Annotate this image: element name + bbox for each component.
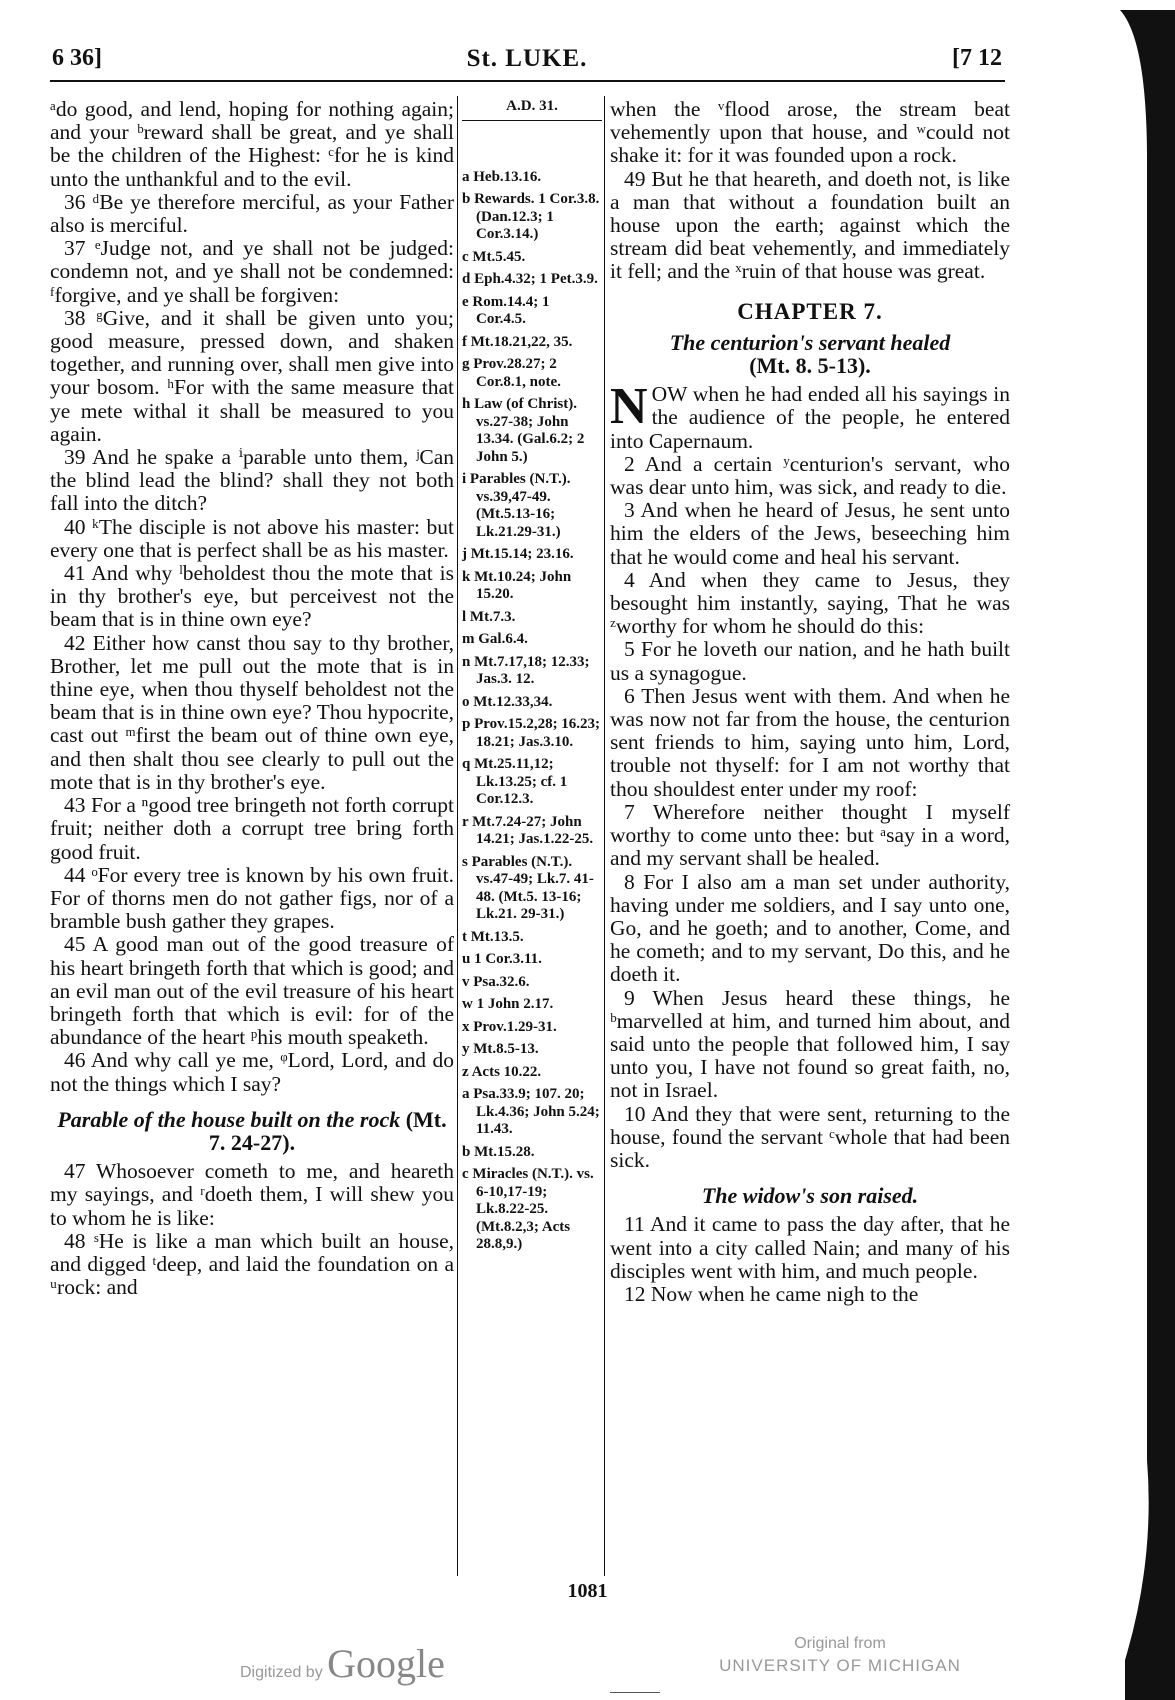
cross-reference-note: a Psa.33.9; 107. 20; Lk.4.36; John 5.24; 11.43. (462, 1086, 600, 1137)
cross-reference-note: p Prov.15.2,28; 16.23; 18.21; Jas.3.10. (462, 716, 601, 750)
cross-reference-note: g Prov.28.27; 2 Cor.8.1, note. (462, 356, 561, 390)
book-spine-shadow (1065, 0, 1175, 1700)
verse-paragraph: 48 ˢHe is like a man which built an house, and digged ᵗdeep, and laid the foundation on a ᵘrock: and (50, 1228, 454, 1300)
verse-paragraph: 10 And they that were sent, returning to the house, found the servant ᶜwhole that had been sick. (610, 1101, 1010, 1172)
verse-paragraph: 36 ᵈBe ye therefore merciful, as your Father also is merciful. (50, 189, 454, 238)
digitized-by-watermark (240, 1640, 445, 1687)
cross-reference-note: c Mt.5.45. (462, 248, 526, 265)
cross-reference-note: a Heb.13.16. (462, 168, 542, 185)
cross-reference-note: b Mt.15.28. (462, 1143, 535, 1160)
cross-reference-note: r Mt.7.24-27; John 14.21; Jas.1.22-25. (462, 813, 594, 847)
verse-paragraph: 38 ᵍGive, and it shall be given unto you; good measure, pressed down, and shaken together, and running over, shall men give into your bosom. ʰFor with the same measure that ye mete withal it shall be measured to you again. (50, 305, 454, 446)
cross-reference-note: i Parables (N.T.). vs.39,47-49. (Mt.5.13-16; Lk.21.29-31.) (462, 471, 571, 540)
cross-reference-note: h Law (of Christ). vs.27-38; John 13.34. (Gal.6.2; 2 John 5.) (462, 396, 585, 465)
section-heading-title: The centurion's servant healed (669, 329, 951, 355)
verse-paragraph: 4 And when they came to Jesus, they besought him instantly, saying, That he was ᶻworthy for whom he should do this: (610, 567, 1010, 639)
date-marker: A.D. 31. (462, 98, 602, 121)
cross-reference-column (462, 98, 602, 1259)
header-book-title: St. LUKE. (466, 45, 588, 72)
column-divider-right (604, 96, 605, 1576)
verse-paragraph: 41 And why ˡbeholdest thou the mote that is in thy brother's eye, but perceivest not the beam that is in thine own eye? (50, 561, 454, 632)
page-number: 1081 (567, 1580, 608, 1602)
verse-paragraph: 6 Then Jesus went with them. And when he was now not far from the house, the centurion sent friends to him, saying unto him, Lord, trouble not thyself: for I am not worthy that thou shouldest enter under my roof: (610, 683, 1010, 801)
verse-paragraph: 47 Whosoever cometh to me, and heareth my sayings, and ʳdoeth them, I will shew you to whom he is like: (50, 1159, 454, 1230)
verse-paragraph: 49 But he that heareth, and doeth not, is like a man that without a foundation built an house upon the earth; against which the stream did beat vehemently, and immediately it fell; and the ˣruin of that house was great. (610, 166, 1010, 284)
verse-paragraph: when the ᵛflood arose, the stream beat vehemently upon that house, and ʷcould not shake it: for it was founded upon a rock. (610, 97, 1010, 168)
cross-reference-note: u 1 Cor.3.11. (462, 951, 542, 967)
bottom-rule (610, 1692, 660, 1693)
section-heading-title: Parable of the house built on the rock (57, 1106, 401, 1132)
cross-reference-note: x Prov.1.29-31. (462, 1018, 557, 1035)
verse-paragraph: 2 And a certain ʸcenturion's servant, who was dear unto him, was sick, and ready to die. (610, 451, 1010, 500)
university-label: UNIVERSITY OF MICHIGAN (719, 1656, 961, 1675)
running-header (52, 45, 1002, 77)
header-verse-end: [7 12 (952, 45, 1002, 71)
verse-paragraph: 12 Now when he came nigh to the (624, 1281, 919, 1306)
cross-reference-note: t Mt.13.5. (462, 928, 524, 945)
verse-paragraph: 8 For I also am a man set under authority, having under me soldiers, and I say unto one, Go, and he goeth; and to another, Come, and he cometh; and to my servant, Do this, and he doeth it. (610, 869, 1010, 987)
reference-list (462, 169, 602, 1254)
header-rule (50, 80, 1005, 82)
section-heading-ref: (Mt. 7. 24-27). (208, 1106, 447, 1155)
cross-reference-note: s Parables (N.T.). vs.47-49; Lk.7. 41-48. (Mt.5. 13-16; Lk.21. 29-31.) (462, 853, 594, 922)
cross-reference-note: q Mt.25.11,12; Lk.13.25; cf. 1 Cor.12.3. (462, 756, 568, 807)
verse-paragraph: 43 For a ⁿgood tree bringeth not forth corrupt fruit; neither doth a corrupt tree bring forth good fruit. (50, 793, 454, 864)
cross-reference-note: o Mt.12.33,34. (462, 693, 553, 710)
section-heading (610, 331, 1010, 377)
column-divider-left (457, 96, 458, 1576)
cross-reference-note: d Eph.4.32; 1 Pet.3.9. (462, 271, 598, 287)
cross-reference-note: m Gal.6.4. (462, 631, 528, 647)
drop-cap: N (610, 378, 648, 436)
verse-paragraph: 39 And he spake a ⁱparable unto them, ʲCan the blind lead the blind? shall they not both fall into the ditch? (50, 445, 454, 516)
verse-paragraph: 5 For he loveth our nation, and he hath built us a synagogue. (610, 637, 1010, 685)
cross-reference-note: b Rewards. 1 Cor.3.8. (Dan.12.3; 1 Cor.3.14.) (462, 191, 600, 242)
cross-reference-note: w 1 John 2.17. (462, 996, 554, 1012)
section-heading-ref: (Mt. 8. 5-13). (749, 353, 871, 379)
cross-reference-note: l Mt.7.3. (462, 608, 516, 625)
original-from-watermark (700, 1633, 980, 1677)
verse-paragraph: ᵃdo good, and lend, hoping for nothing again; and your ᵇreward shall be great, and ye shall be the children of the Highest: ᶜfor he is kind unto the unthankful and to the evil. (50, 97, 454, 191)
cross-reference-note: n Mt.7.17,18; 12.33; Jas.3. 12. (462, 653, 590, 687)
original-from-label: Original from (794, 1635, 886, 1652)
verse-paragraph: 44 ᵒFor every tree is known by his own fruit. For of thorns men do not gather figs, nor of a bramble bush gather they grapes. (50, 862, 454, 934)
header-verse-start: 6 36] (52, 45, 102, 71)
cross-reference-note: f Mt.18.21,22, 35. (462, 333, 573, 350)
cross-reference-note: j Mt.15.14; 23.16. (462, 546, 574, 562)
left-text-column (50, 98, 454, 1299)
cross-reference-note: y Mt.8.5-13. (462, 1041, 539, 1057)
cross-reference-note: c Miracles (N.T.). vs. 6-10,17-19; Lk.8.22-25. (Mt.8.2,3; Acts 28.8,9.) (462, 1166, 594, 1252)
verse-paragraph: 3 And when he heard of Jesus, he sent unto him the elders of the Jews, beseeching him that he would come and heal his servant. (610, 498, 1010, 569)
cross-reference-note: k Mt.10.24; John 15.20. (462, 568, 572, 602)
chapter-heading: CHAPTER 7. (737, 298, 883, 324)
verse-paragraph: 7 Wherefore neither thought I myself worthy to come unto thee: but ᵃsay in a word, and my servant shall be healed. (610, 799, 1010, 871)
cross-reference-note: v Psa.32.6. (462, 973, 530, 990)
verse-paragraph: 40 ᵏThe disciple is not above his master: but every one that is perfect shall be as his master. (50, 514, 454, 562)
section-heading-title: The widow's son raised. (701, 1183, 919, 1209)
verse-paragraph: OW when he had ended all his sayings in the audience of the people, he entered into Capernaum. (610, 382, 1010, 453)
google-logo: Google (327, 1641, 445, 1686)
cross-reference-note: z Acts 10.22. (462, 1063, 542, 1080)
verse-paragraph: 42 Either how canst thou say to thy brother, Brother, let me pull out the mote that is in thine eye, when thou thyself beholdest not the beam that is in thine own eye? Thou hypocrite, cast out ᵐfirst the beam out of thine own eye, and then shalt thou see clearly to pull out the mote that is in thy brother's eye. (50, 630, 454, 794)
section-heading (50, 1108, 454, 1154)
verse-paragraph: 45 A good man out of the good treasure of his heart bringeth forth that which is good; and an evil man out of the evil treasure of his heart bringeth forth that which is evil: for of the abundance of the heart ᵖhis mouth speaketh. (50, 932, 454, 1050)
verse-paragraph: 46 And why call ye me, ᵠLord, Lord, and do not the things which I say? (50, 1048, 454, 1096)
verse-paragraph: 11 And it came to pass the day after, that he went into a city called Nain; and many of his disciples went with him, and much people. (610, 1212, 1010, 1283)
cross-reference-note: e Rom.14.4; 1 Cor.4.5. (462, 293, 550, 327)
digitized-label: Digitized by (240, 1664, 323, 1681)
verse-paragraph: 9 When Jesus heard these things, he ᵇmarvelled at him, and turned him about, and said unto the people that followed him, I say unto you, I have not found so great faith, no, not in Israel. (610, 985, 1010, 1103)
right-text-column (610, 98, 1010, 1306)
verse-paragraph: 37 ᵉJudge not, and ye shall not be judged: condemn not, and ye shall not be condemned: ᶠforgive, and ye shall be forgiven: (50, 236, 454, 307)
